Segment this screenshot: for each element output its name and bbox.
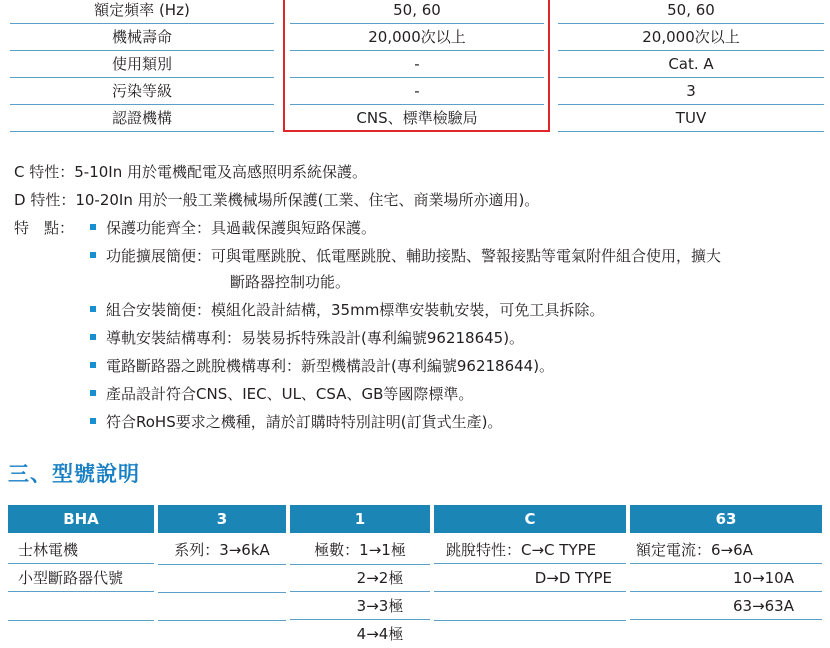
model-trip-label: 跳脫特性：C→C TYPE [434, 536, 626, 564]
highlight-box [283, 0, 550, 132]
feature-item: 電路斷路器之跳脫機構專利：新型機構設計(專利編號96218644)。 [90, 354, 554, 378]
spec-value-iec: 3 [558, 78, 824, 105]
spec-value-cns: CNS、標準檢驗局 [290, 105, 544, 132]
bullet-icon [90, 334, 96, 340]
section-title: 三、型號說明 [8, 462, 140, 486]
model-pole-option: 2→2極 [290, 564, 430, 592]
feature-continuation: 斷路器控制功能。 [230, 273, 351, 291]
model-trip-d: D→D TYPE [434, 564, 626, 592]
model-series: 系列：3→6kA [158, 536, 286, 565]
spec-value-cns: 20,000次以上 [290, 24, 544, 51]
model-empty [158, 564, 286, 593]
model-brand: 士林電機 [8, 536, 154, 564]
feature-item: 符合RoHS要求之機種，請於訂購時特別註明(訂貨式生產)。 [90, 410, 502, 434]
model-header-poles: 1 [290, 505, 430, 533]
spec-label: 認證機構 [10, 105, 274, 132]
feature-item: 導軌安裝結構專利：易裝易拆特殊設計(專利編號96218645)。 [90, 326, 524, 350]
model-pole-option: 3→3極 [290, 592, 430, 620]
model-empty [8, 592, 154, 621]
bullet-icon [90, 390, 96, 396]
spec-label: 額定頻率 (Hz) [10, 0, 274, 24]
model-brand-desc: 小型斷路器代號 [8, 564, 154, 592]
model-header-brand: BHA [8, 505, 154, 533]
feature-item: 保護功能齊全：具過載保護與短路保護。 [90, 216, 376, 240]
spec-value-iec: 20,000次以上 [558, 24, 824, 51]
model-current-option: 10→10A [630, 564, 822, 592]
features-label: 特 點： [14, 219, 75, 237]
bullet-icon [90, 362, 96, 368]
feature-item: 功能擴展簡便：可與電壓跳脫、低電壓跳脫、輔助接點、警報接點等電氣附件組合使用，擴大 [90, 244, 721, 268]
bullet-icon [90, 252, 96, 258]
model-empty [158, 592, 286, 621]
spec-value-iec: Cat. A [558, 51, 824, 78]
feature-item: 產品設計符合CNS、IEC、UL、CSA、GB等國際標準。 [90, 382, 473, 406]
spec-label: 污染等級 [10, 78, 274, 105]
model-header-trip: C [434, 505, 626, 533]
model-header-current: 63 [630, 505, 822, 533]
model-poles-label: 極數：1→1極 [290, 536, 430, 565]
bullet-icon [90, 224, 96, 230]
spec-label: 使用類別 [10, 51, 274, 78]
model-header-series: 3 [158, 505, 286, 533]
bullet-icon [90, 306, 96, 312]
spec-value-cns: 50, 60 [290, 0, 544, 24]
d-characteristic: D 特性：10-20In 用於一般工業機械場所保護(工業、住宅、商業場所亦適用)。 [14, 191, 540, 209]
model-current-option: 63→63A [630, 592, 822, 620]
model-current-label: 額定電流：6→6A [630, 536, 822, 564]
spec-value-iec: TUV [558, 105, 824, 132]
spec-value-iec: 50, 60 [558, 0, 824, 24]
model-pole-option: 4→4極 [356, 625, 404, 643]
spec-label: 機械壽命 [10, 24, 274, 51]
c-characteristic: C 特性：5-10In 用於電機配電及高感照明系統保護。 [14, 163, 367, 181]
bullet-icon [90, 418, 96, 424]
model-empty [434, 592, 626, 621]
feature-item: 組合安裝簡便：模組化設計結構，35mm標準安裝軌安裝，可免工具拆除。 [90, 298, 604, 322]
spec-value-cns: - [290, 51, 544, 78]
spec-value-cns: - [290, 78, 544, 105]
